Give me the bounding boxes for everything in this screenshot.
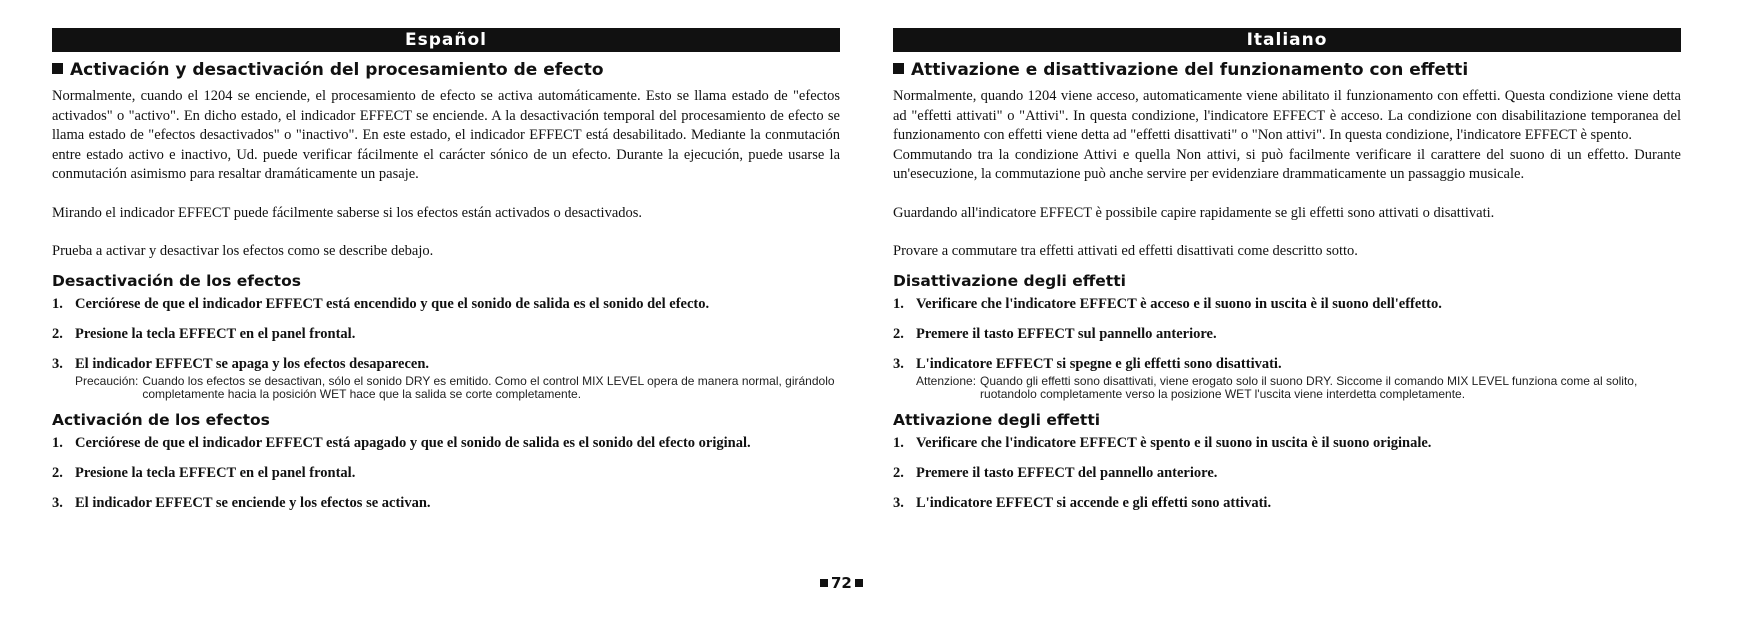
subsection-heading: Attivazione degli effetti xyxy=(893,410,1101,429)
step-item: 2. Presione la tecla EFFECT en el panel frontal. xyxy=(52,464,356,481)
section-title: Activación y desactivación del procesamiento de efecto xyxy=(52,59,840,81)
step-item: 3. L'indicatore EFFECT si accende e gli effetti sono attivati. xyxy=(893,494,1272,511)
paragraph: Mirando el indicador EFFECT puede fácilmente saberse si los efectos están activados o desactivados. xyxy=(52,204,643,221)
subsection-heading: Activación de los efectos xyxy=(52,410,270,429)
step-item: 1. Cerciórese de que el indicador EFFECT está encendido y que el sonido de salida es el sonido del efecto. xyxy=(52,295,710,312)
step-item: 1. Verificare che l'indicatore EFFECT è acceso e il suono in uscita è il suono dell'effetto. xyxy=(893,295,1442,312)
spanish-column xyxy=(52,28,840,524)
steps-list xyxy=(52,295,840,373)
language-header: Italiano xyxy=(893,28,1681,52)
bullet-square-icon xyxy=(52,63,63,74)
step-item: 1. Cerciórese de que el indicador EFFECT está apagado y que el sonido de salida es el sonido del efecto original. xyxy=(52,434,751,451)
step-item: 2. Premere il tasto EFFECT sul pannello anteriore. xyxy=(893,325,1217,342)
caution-note: Attenzione: Quando gli effetti sono disattivati, viene erogato solo il suono DRY. Siccome il comando MIX LEVEL funziona come al solito, ruotandolo completamente verso la posizione WET l'uscita viene interdetta completamente. xyxy=(916,373,1638,401)
language-header: Español xyxy=(52,28,840,52)
step-item: 3. El indicador EFFECT se apaga y los efectos desaparecen. xyxy=(52,355,430,372)
bullet-square-icon xyxy=(820,579,828,587)
steps-list xyxy=(893,434,1681,512)
paragraph: Provare a commutare tra effetti attivati ed effetti disattivati come descritto sotto. xyxy=(893,243,1358,259)
page-number: 72 xyxy=(817,574,866,592)
bullet-square-icon xyxy=(893,63,904,74)
intro-paragraph: Normalmente, quando 1204 viene acceso, automaticamente viene abilitato il funzionamento con effetti. Questa condizione viene detta ad "effetti attivati" o "Attivi". In questa condizione, l'indicatore EFFECT è acceso. La condizione con disabilitazione temporanea del funzionamento con effetti viene detta ad "effetti disattivati" o "Non attivi". In questa condizione, l'indicatore EFFECT è spento. xyxy=(893,88,1681,143)
steps-list xyxy=(893,295,1681,373)
bullet-square-icon xyxy=(855,579,863,587)
step-item: 3. L'indicatore EFFECT si spegne e gli effetti sono disattivati. xyxy=(893,355,1282,372)
subsection-heading: Disattivazione degli effetti xyxy=(893,271,1126,290)
section-title: Attivazione e disattivazione del funzionamento con effetti xyxy=(893,59,1681,81)
italian-column xyxy=(893,28,1681,524)
step-item: 1. Verificare che l'indicatore EFFECT è spento e il suono in uscita è il suono originale. xyxy=(893,434,1432,451)
steps-list xyxy=(52,434,840,512)
caution-note: Precaución: Cuando los efectos se desactivan, sólo el sonido DRY es emitido. Como el control MIX LEVEL opera de manera normal, girándolo completamente hacia la posición WET hace que la salida se corte completamente. xyxy=(75,373,835,401)
step-item: 2. Presione la tecla EFFECT en el panel frontal. xyxy=(52,325,356,342)
subsection-heading: Desactivación de los efectos xyxy=(52,271,301,290)
paragraph: Prueba a activar y desactivar los efectos como se describe debajo. xyxy=(52,243,434,259)
step-item: 2. Premere il tasto EFFECT del pannello anteriore. xyxy=(893,464,1218,481)
intro-paragraph: Normalmente, cuando el 1204 se enciende, el procesamiento de efecto se activa automáticamente. Esto se llama estado de "efectos activados" o "activo". En dicho estado, el indicador EFFECT se enciende. A la desactivación temporal del procesamiento de efecto se llama estado de "efectos desactivados" o "inactivo". En este estado, el indicador EFFECT está desabilitado. Mediante la conmutación entre estado activo e inactivo, Ud. puede verificar fácilmente el carácter sónico de un efecto. Durante la ejecución, puede usarse la conmutación asimismo para resaltar dramáticamente un pasaje. xyxy=(52,88,840,182)
paragraph: Guardando all'indicatore EFFECT è possibile capire rapidamente se gli effetti sono attivati o disattivati. xyxy=(893,204,1495,221)
step-item: 3. El indicador EFFECT se enciende y los efectos se activan. xyxy=(52,494,431,511)
intro-paragraph: Commutando tra la condizione Attivi e quella Non attivi, si può facilmente verificare il carattere del suono di un effetto. Durante un'esecuzione, la commutazione può anche servire per evidenziare drammaticamente un passaggio musicale. xyxy=(893,146,1681,182)
